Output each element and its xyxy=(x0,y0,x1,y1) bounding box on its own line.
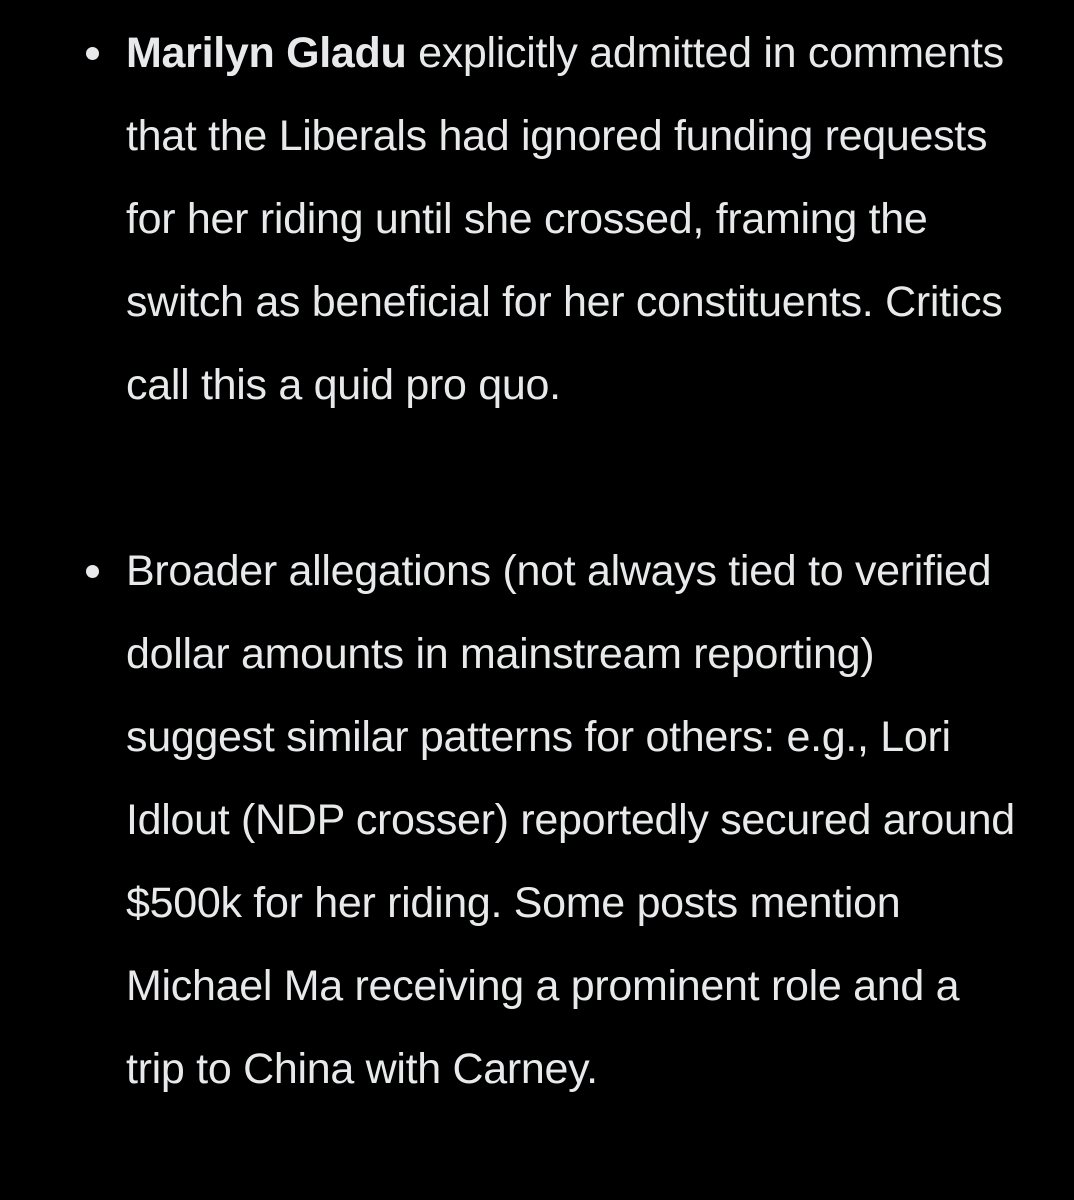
bullet-point-icon xyxy=(86,47,99,60)
bold-name: Marilyn Gladu xyxy=(126,29,407,77)
bullet-text xyxy=(126,12,1026,427)
bullet-body-text: explicitly admitted in comments that the Liberals had ignored funding requests for her riding until she crossed, framing the switch as beneficial for her constituents. Critics call this a quid pro quo. xyxy=(126,29,1004,409)
bullet-text xyxy=(126,530,1026,1111)
bullet-point-icon xyxy=(86,565,99,578)
bullet-body-text: Broader allegations (not always tied to verified dollar amounts in mainstream reporting) suggest similar patterns for others: e.g., Lori Idlout (NDP crosser) reportedly secured around $500k for her riding. Some posts mention Michael Ma receiving a prominent role and a trip to China with Carney. xyxy=(126,547,1015,1093)
